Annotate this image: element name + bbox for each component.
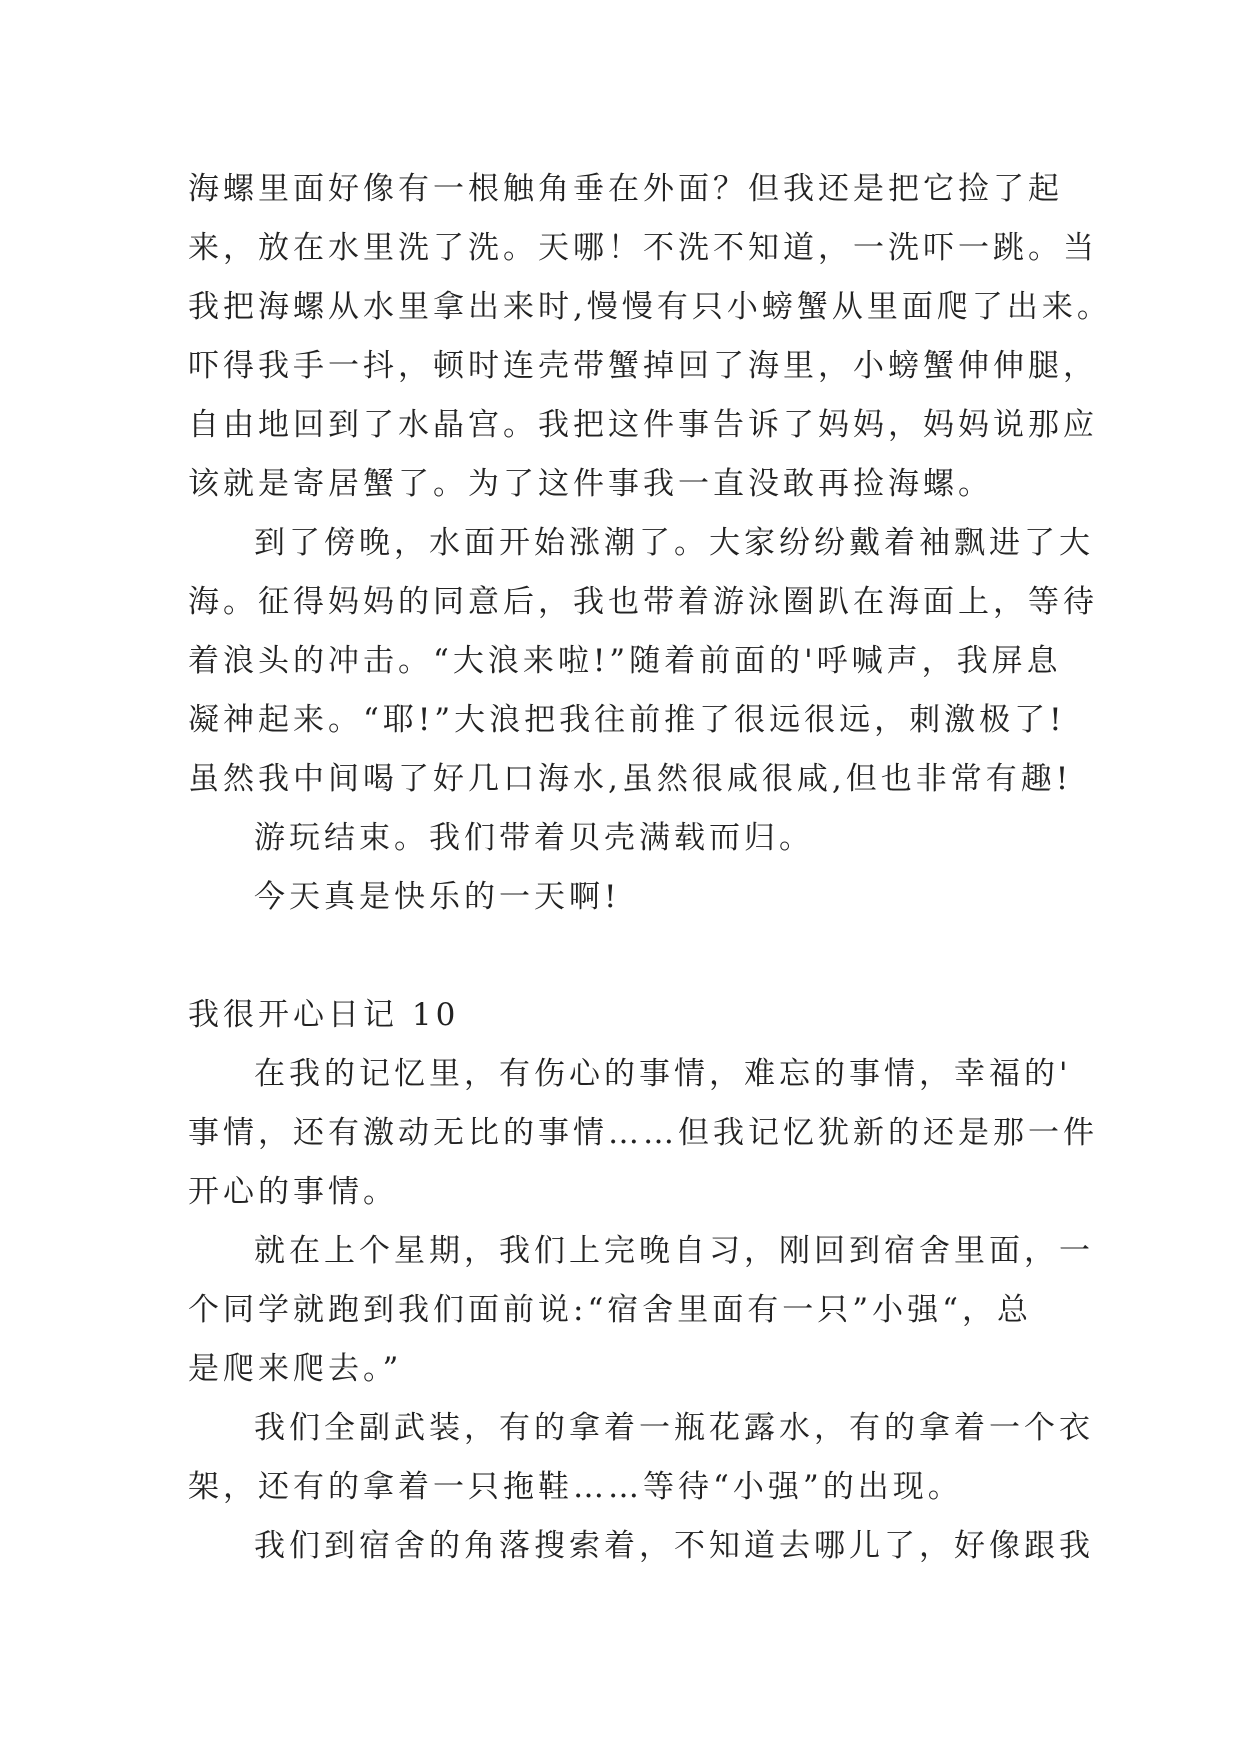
text-line: 来，放在水里洗了洗。天哪！不洗不知道，一洗吓一跳。当 [188,230,1098,266]
text-line: 事情，还有激动无比的事情……但我记忆犹新的还是那一件 [188,1115,1098,1151]
text-line: 我把海螺从水里拿出来时,慢慢有只小螃蟹从里面爬了出来。 [188,289,1112,325]
text-line: 凝神起来。“耶!”大浪把我往前推了很远很远，刺激极了! [188,702,1066,738]
text-line: 到了傍晚，水面开始涨潮了。大家纷纷戴着袖飘进了大 [254,525,1094,561]
section-spacer [188,927,1088,986]
diary-heading: 我很开心日记 10 [188,997,460,1033]
text-line: 海螺里面好像有一根触角垂在外面？但我还是把它捡了起 [188,171,1063,207]
text-line: 是爬来爬去。” [188,1351,403,1387]
text-line: 海。征得妈妈的同意后，我也带着游泳圈趴在海面上，等待 [188,584,1098,620]
text-line: 个同学就跑到我们面前说:“宿舍里面有一只”小强“，总 [188,1292,1032,1328]
text-line: 我们全副武装，有的拿着一瓶花露水，有的拿着一个衣 [254,1410,1094,1446]
text-line: 自由地回到了水晶宫。我把这件事告诉了妈妈，妈妈说那应 [188,407,1098,443]
text-line: 开心的事情。 [188,1174,398,1210]
text-line: 就在上个星期，我们上完晚自习，刚回到宿舍里面，一 [254,1233,1094,1269]
text-line: 今天真是快乐的一天啊! [254,879,621,915]
text-line: 架，还有的拿着一只拖鞋……等待“小强”的出现。 [188,1469,963,1505]
diary-section-1 [188,160,1112,927]
text-line: 吓得我手一抖，顿时连壳带蟹掉回了海里，小螃蟹伸伸腿， [188,348,1098,384]
text-line: 该就是寄居蟹了。为了这件事我一直没敢再捡海螺。 [188,466,993,502]
text-line: 着浪头的冲击。“大浪来啦!”随着前面的'呼喊声，我屏息 [188,643,1062,679]
text-line: 在我的记忆里，有伤心的事情，难忘的事情，幸福的' [254,1056,1072,1092]
document-page [188,160,1112,1576]
text-line: 游玩结束。我们带着贝壳满载而归。 [254,820,814,856]
text-line: 我们到宿舍的角落搜索着，不知道去哪儿了，好像跟我 [254,1528,1094,1564]
text-line: 虽然我中间喝了好几口海水,虽然很咸很咸,但也非常有趣! [188,761,1073,797]
diary-section-2 [188,1045,1098,1576]
